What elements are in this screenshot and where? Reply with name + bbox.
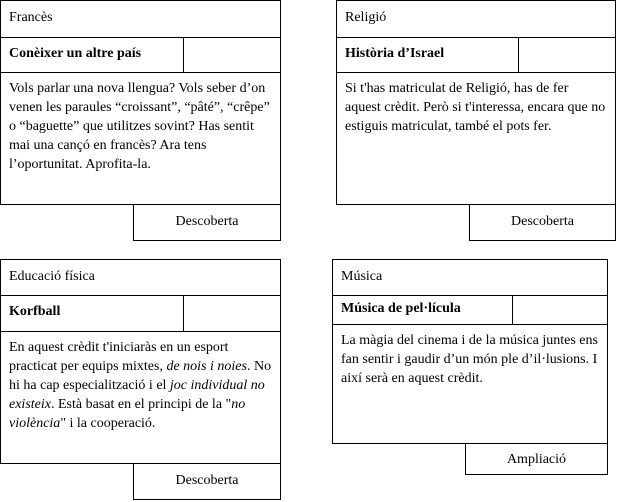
course-type: Descoberta <box>133 204 281 241</box>
course-type: Descoberta <box>469 204 616 241</box>
course-title: Música de pel·lícula <box>332 295 513 325</box>
course-title: Història d’Israel <box>336 37 519 73</box>
description-text: " i la cooperació. <box>60 416 156 431</box>
course-description: La màgia del cinema i de la música juntes ens fan sentir i gaudir d’un món ple d’il·lusions. I així serà en aquest crèdit. <box>332 324 608 444</box>
description-emphasis: de nois i noies <box>166 359 247 374</box>
title-empty-cell <box>512 295 608 325</box>
subject-header: Francès <box>0 0 281 38</box>
title-empty-cell <box>183 295 281 332</box>
description-text: . No hi ha cap especialització i el <box>9 359 272 393</box>
course-title: Korfball <box>0 295 184 332</box>
description-emphasis: joc individual no existeix <box>9 378 265 412</box>
course-type: Descoberta <box>133 463 281 500</box>
title-empty-cell <box>518 37 616 73</box>
course-description: Vols parlar una nova llengua? Vols seber d’on venen les paraules “croissant”, “pâté”, “crêpe” o “baguette” que utilitzes sovint? Has sentit mai una cançó en francès? Ara tens l’oportunitat. Aprofita-la. <box>0 72 281 205</box>
course-type: Ampliació <box>465 443 608 475</box>
description-text: . Està basat en el principi de la " <box>50 397 232 412</box>
title-empty-cell <box>183 37 281 73</box>
course-title: Conèixer un altre país <box>0 37 184 73</box>
description-text: En aquest crèdit t'iniciaràs en un esport practicat per equips mixtes, <box>9 340 229 374</box>
subject-header: Educació física <box>0 259 281 296</box>
subject-header: Religió <box>336 0 616 38</box>
course-description <box>0 331 281 464</box>
subject-header: Música <box>332 259 608 296</box>
course-description: Si t'has matriculat de Religió, has de fer aquest crèdit. Però si t'interessa, encara que no estiguis matriculat, també el pots fer. <box>336 72 616 205</box>
description-emphasis: no violència <box>9 397 246 431</box>
